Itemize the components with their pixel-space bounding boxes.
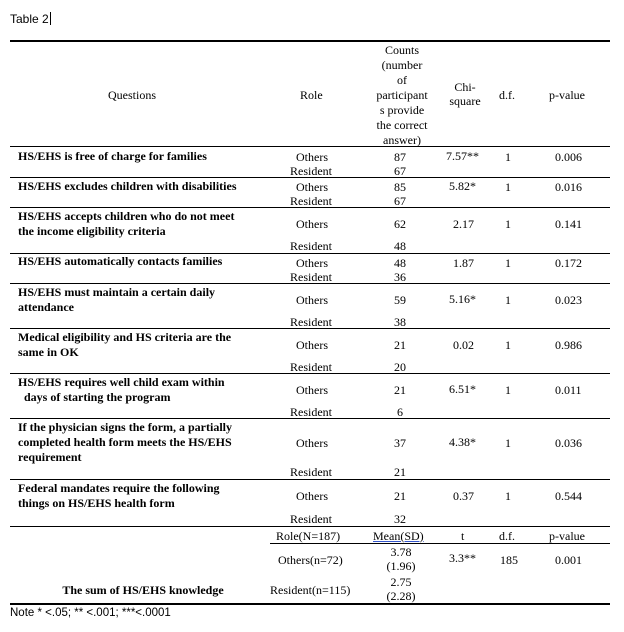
role-others: Others xyxy=(296,150,328,164)
summary-t-value: 3.3** xyxy=(449,551,476,565)
p-value: 0.011 xyxy=(555,383,582,397)
summary-mean-resident: 2.75 (2.28) xyxy=(386,575,416,603)
summary-header-mean: Mean(SD) xyxy=(373,529,424,543)
count-resident: 6 xyxy=(397,405,403,419)
count-others: 87 xyxy=(394,150,406,164)
summary-header-role: Role(N=187) xyxy=(276,529,341,543)
summary-header-t: t xyxy=(461,529,465,543)
chi-square-value: 5.82* xyxy=(449,179,476,193)
count-others: 21 xyxy=(394,489,406,503)
question-cell: HS/EHS excludes children with disabilities xyxy=(18,179,237,193)
header-counts: Counts (number of participant s provide the correct answer) xyxy=(376,43,428,147)
count-resident: 32 xyxy=(394,512,406,526)
question-cell: HS/EHS must maintain a certain daily attendance xyxy=(18,285,216,314)
p-value: 0.023 xyxy=(555,293,582,307)
question-cell: HS/EHS requires well child exam within days of starting the program xyxy=(18,375,225,404)
question-cell: HS/EHS automatically contacts families xyxy=(18,254,223,268)
count-resident: 38 xyxy=(394,315,406,329)
table-bottom-rule xyxy=(10,603,610,605)
header-role: Role xyxy=(300,88,323,102)
summary-role-others: Others(n=72) xyxy=(278,553,343,567)
table-top-rule xyxy=(10,40,610,42)
count-others: 85 xyxy=(394,180,406,194)
row-divider xyxy=(10,283,610,284)
role-others: Others xyxy=(296,338,328,352)
header-bottom-rule xyxy=(10,146,610,147)
role-others: Others xyxy=(296,293,328,307)
role-resident: Resident xyxy=(290,405,332,419)
count-others: 59 xyxy=(394,293,406,307)
p-value: 0.986 xyxy=(555,338,582,352)
role-others: Others xyxy=(296,383,328,397)
chi-square-value: 1.87 xyxy=(453,256,474,270)
summary-mean-others: 3.78 (1.96) xyxy=(386,545,416,573)
df-value: 1 xyxy=(505,489,511,503)
count-others: 21 xyxy=(394,338,406,352)
row-divider xyxy=(10,418,610,419)
role-resident: Resident xyxy=(290,239,332,253)
chi-square-value: 5.16* xyxy=(449,292,476,306)
question-cell: Federal mandates require the following things on HS/EHS health form xyxy=(18,481,220,510)
header-questions: Questions xyxy=(108,88,156,102)
count-others: 21 xyxy=(394,383,406,397)
summary-header-df: d.f. xyxy=(499,529,515,543)
role-resident: Resident xyxy=(290,194,332,208)
role-others: Others xyxy=(296,256,328,270)
summary-df-value: 185 xyxy=(500,553,518,567)
question-cell: If the physician signs the form, a partially completed health form meets the HS/EHS requirement xyxy=(18,420,233,464)
count-resident: 20 xyxy=(394,360,406,374)
p-value: 0.016 xyxy=(555,180,582,194)
df-value: 1 xyxy=(505,217,511,231)
p-value: 0.172 xyxy=(555,256,582,270)
summary-role-resident: Resident(n=115) xyxy=(270,583,351,597)
row-divider xyxy=(10,373,610,374)
role-resident: Resident xyxy=(290,465,332,479)
role-resident: Resident xyxy=(290,512,332,526)
summary-header-rule xyxy=(270,543,610,544)
role-resident: Resident xyxy=(290,164,332,178)
p-value: 0.006 xyxy=(555,150,582,164)
count-others: 62 xyxy=(394,217,406,231)
p-value: 0.036 xyxy=(555,436,582,450)
row-divider xyxy=(10,177,610,178)
row-divider xyxy=(10,328,610,329)
df-value: 1 xyxy=(505,180,511,194)
question-cell: HS/EHS is free of charge for families xyxy=(18,149,207,163)
count-resident: 67 xyxy=(394,194,406,208)
chi-square-value: 2.17 xyxy=(453,217,474,231)
question-cell: Medical eligibility and HS criteria are the same in OK xyxy=(18,330,232,359)
count-resident: 67 xyxy=(394,164,406,178)
count-resident: 21 xyxy=(394,465,406,479)
summary-p-value: 0.001 xyxy=(555,553,582,567)
p-value: 0.544 xyxy=(555,489,582,503)
row-divider xyxy=(10,207,610,208)
df-value: 1 xyxy=(505,338,511,352)
chi-square-value: 0.02 xyxy=(453,338,474,352)
chi-square-value: 0.37 xyxy=(453,489,474,503)
count-others: 48 xyxy=(394,256,406,270)
header-p-value: p-value xyxy=(549,88,585,102)
chi-square-value: 6.51* xyxy=(449,382,476,396)
role-others: Others xyxy=(296,217,328,231)
text-cursor xyxy=(50,12,51,25)
p-value: 0.141 xyxy=(555,217,582,231)
role-others: Others xyxy=(296,180,328,194)
df-value: 1 xyxy=(505,383,511,397)
df-value: 1 xyxy=(505,436,511,450)
count-resident: 36 xyxy=(394,270,406,284)
chi-square-value: 4.38* xyxy=(449,435,476,449)
summary-row-label: The sum of HS/EHS knowledge xyxy=(62,583,224,597)
summary-header-p-value: p-value xyxy=(549,529,585,543)
role-others: Others xyxy=(296,436,328,450)
chi-square-value: 7.57** xyxy=(446,149,479,163)
count-others: 37 xyxy=(394,436,406,450)
df-value: 1 xyxy=(505,256,511,270)
df-value: 1 xyxy=(505,150,511,164)
role-resident: Resident xyxy=(290,315,332,329)
header-chi-square: Chi- square xyxy=(449,80,481,108)
table-note: Note * <.05; ** <.001; ***<.0001 xyxy=(10,607,171,619)
df-value: 1 xyxy=(505,293,511,307)
role-resident: Resident xyxy=(290,360,332,374)
row-divider xyxy=(10,479,610,480)
table-caption: Table 2 xyxy=(10,12,49,26)
count-resident: 48 xyxy=(394,239,406,253)
role-resident: Resident xyxy=(290,270,332,284)
question-cell: HS/EHS accepts children who do not meet the income eligibility criteria xyxy=(18,209,235,238)
header-df: d.f. xyxy=(499,88,515,102)
row-divider xyxy=(10,526,610,527)
role-others: Others xyxy=(296,489,328,503)
